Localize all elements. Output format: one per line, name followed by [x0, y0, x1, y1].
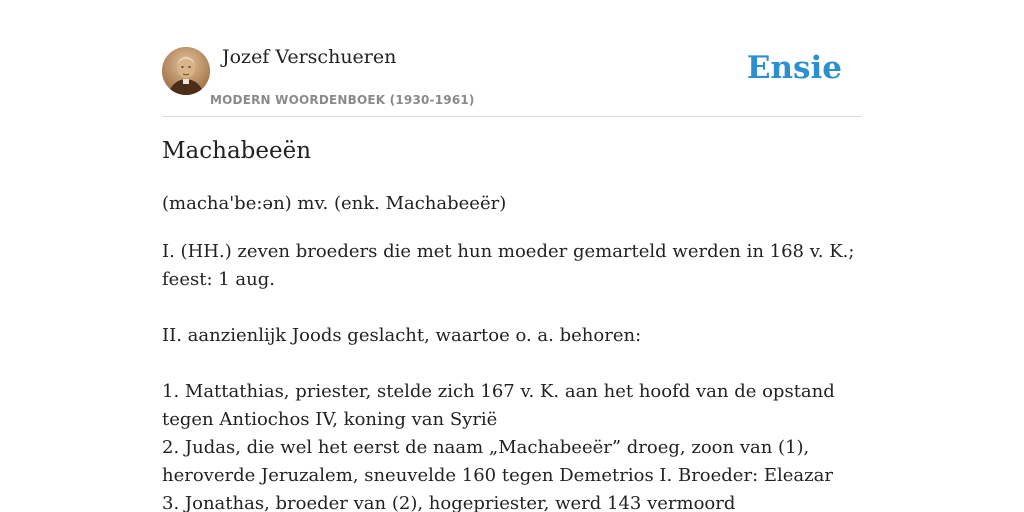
- entry-pronunciation: (macha'be:ən) mv. (enk. Machabeeër): [162, 193, 507, 214]
- ensie-logo[interactable]: Ensie: [746, 50, 842, 86]
- author-name[interactable]: Jozef Verschueren: [222, 46, 397, 68]
- entry-header: [162, 44, 862, 117]
- paragraph-spacer: [162, 294, 862, 322]
- author-avatar[interactable]: [162, 47, 210, 95]
- definition-list-item: 3. Jonathas, broeder van (2), hogepriester, werd 143 vermoord: [162, 493, 736, 512]
- definition-list-item: 2. Judas, die wel het eerst de naam „Machabeeër” droeg, zoon van (1), heroverde Jeruzalem, sneuvelde 160 tegen Demetrios I. Broeder: Eleazar: [162, 437, 833, 486]
- definition-paragraph: II. aanzienlijk Joods geslacht, waartoe o. a. behoren:: [162, 325, 642, 346]
- definition-paragraph: I. (HH.) zeven broeders die met hun moeder gemarteld werden in 168 v. K.; feest: 1 aug.: [162, 241, 855, 290]
- paragraph-spacer: [162, 350, 862, 378]
- entry-title: Machabeeën: [162, 138, 312, 164]
- source-label[interactable]: MODERN WOORDENBOEK (1930-1961): [210, 93, 475, 107]
- entry-body: [162, 238, 862, 512]
- definition-list-item: 1. Mattathias, priester, stelde zich 167 v. K. aan het hoofd van de opstand tegen Antiochos IV, koning van Syrië: [162, 381, 835, 430]
- portrait-icon: [162, 47, 210, 95]
